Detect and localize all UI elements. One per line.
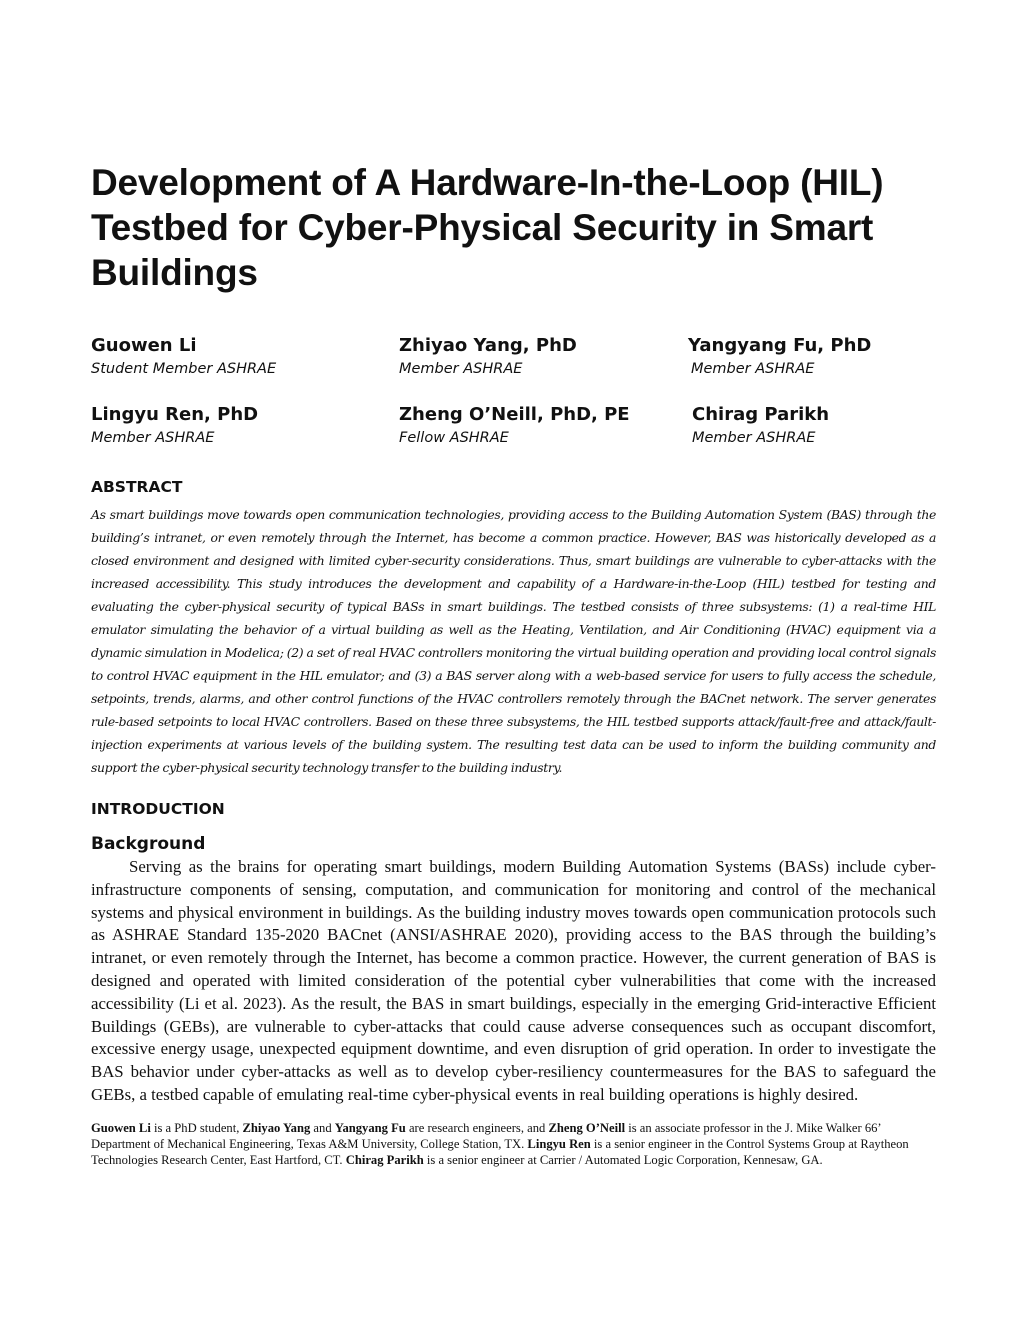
footnote-text: is a PhD student, xyxy=(150,1120,243,1135)
paper-page xyxy=(91,160,936,1168)
author-affiliation: Member ASHRAE xyxy=(91,430,215,446)
footnote-text: is a senior engineer at Carrier / Automated Logic Corporation, Kennesaw, GA. xyxy=(423,1152,823,1167)
footnote-author-name: Zheng O’Neill xyxy=(548,1120,626,1135)
author-name: Guowen Li xyxy=(91,335,197,356)
footnote-author-name: Zhiyao Yang xyxy=(242,1120,311,1135)
author-affiliation: Student Member ASHRAE xyxy=(91,361,277,377)
author-6 xyxy=(692,404,829,448)
author-affiliation: Member ASHRAE xyxy=(399,361,523,377)
author-name: Yangyang Fu, PhD xyxy=(688,335,872,356)
background-subheading: Background xyxy=(91,834,206,854)
footnote-text: is a senior engineer in the Control Systems Group at Raytheon Technologies Research Center, East Hartford, CT. xyxy=(91,1136,909,1167)
author-name: Zheng O’Neill, PhD, PE xyxy=(399,404,630,425)
abstract-text: As smart buildings move towards open communication technologies, providing access to the Building Automation System (BAS) through the building’s intranet, or even remotely through the Internet, has become a common practice. However, BAS was historically developed as a closed environment and designed with limited cyber-security considerations. Thus, smart buildings are vulnerable to cyber-attacks with the increased accessibility. This study introduces the development and capability of a Hardware-in-the-Loop (HIL) testbed for testing and evaluating the cyber-physical security of typical BASs in smart buildings. The testbed consists of three subsystems: (1) a real-time HIL emulator simulating the behavior of a virtual building as well as the Heating, Ventilation, and Air Conditioning (HVAC) equipment via a dynamic simulation in Modelica; (2) a set of real HVAC controllers monitoring the virtual building operation and providing local control signals to control HVAC equipment in the HIL emulator; and (3) a BAS server along with a web-based service for users to fully access the schedule, setpoints, trends, alarms, and other control functions of the HVAC controllers remotely through the BACnet network. The server generates rule-based setpoints to local HVAC controllers. Based on these three subsystems, the HIL testbed supports attack/fault-free and attack/fault-injection experiments at various levels of the building system. The resulting test data can be used to inform the building community and support the cyber-physical security technology transfer to the building industry. xyxy=(91,507,936,775)
footnote-author-name: Guowen Li xyxy=(91,1120,151,1135)
author-name: Lingyu Ren, PhD xyxy=(91,404,259,425)
footnote-text: are research engineers, and xyxy=(405,1120,549,1135)
abstract-heading: ABSTRACT xyxy=(91,478,183,496)
introduction-paragraph: Serving as the brains for operating smart buildings, modern Building Automation Systems (BASs) include cyber-infrastructure components of sensing, computation, and communication for monitoring and control of the mechanical systems and physical environment in buildings. As the building industry moves towards open communication protocols such as ASHRAE Standard 135-2020 BACnet (ANSI/ASHRAE 2020), providing access to the BAS through the building’s intranet, or even remotely through the Internet, has become a common practice. However, the current generation of BAS is designed and operated with limited consideration of the potential cyber vulnerabilities that come with the increased accessibility (Li et al. 2023). As the result, the BAS in smart buildings, especially in the emerging Grid-interactive Efficient Buildings (GEBs), are vulnerable to cyber-attacks that could cause adverse consequences such as occupant discomfort, excessive energy usage, unexpected equipment downtime, and even disruption of grid operation. In order to investigate the BAS behavior under cyber-attacks as well as to develop cyber-resiliency countermeasures for the BAS to safeguard the GEBs, a testbed capable of emulating real-time cyber-physical events in real building operations is highly desired. xyxy=(91,857,936,1104)
footnote-author-name: Chirag Parikh xyxy=(345,1152,424,1167)
footnote-author-name: Lingyu Ren xyxy=(527,1136,591,1151)
author-name: Chirag Parikh xyxy=(692,404,830,425)
author-2 xyxy=(399,335,577,379)
author-5 xyxy=(399,404,630,448)
author-affiliation: Member ASHRAE xyxy=(691,361,815,377)
author-affiliation: Member ASHRAE xyxy=(692,430,816,446)
author-4 xyxy=(91,404,258,448)
author-block xyxy=(91,335,936,455)
author-footnote xyxy=(91,1120,936,1168)
author-name: Zhiyao Yang, PhD xyxy=(399,335,577,356)
author-3 xyxy=(688,335,871,379)
paper-title: Development of A Hardware-In-the-Loop (HIL) Testbed for Cyber-Physical Security in Smart Buildings xyxy=(91,162,884,293)
author-1 xyxy=(91,335,276,379)
introduction-heading: INTRODUCTION xyxy=(91,800,225,818)
author-affiliation: Fellow ASHRAE xyxy=(399,430,509,446)
footnote-text: is an associate professor in the J. Mike Walker 66’ Department of Mechanical Engineering, Texas A&M University, College Station, TX. xyxy=(91,1120,881,1151)
footnote-text: and xyxy=(310,1120,335,1135)
footnote-author-name: Yangyang Fu xyxy=(334,1120,406,1135)
